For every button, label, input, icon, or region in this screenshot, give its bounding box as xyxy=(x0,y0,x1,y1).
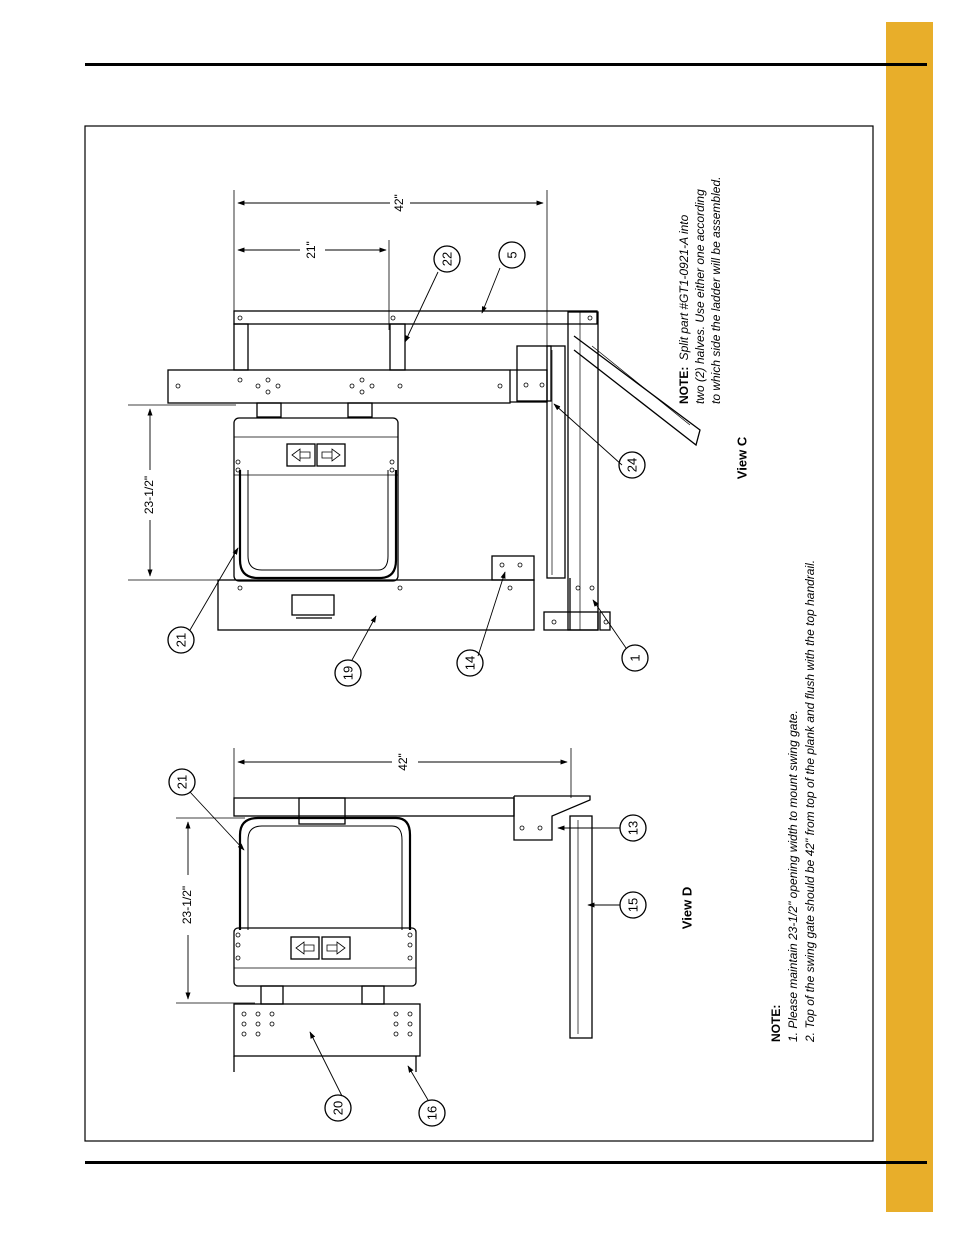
bottom-note xyxy=(769,560,817,1043)
callout-5: 5 xyxy=(504,251,520,259)
view-d-label: View D xyxy=(679,886,695,930)
view-c-label: View C xyxy=(734,436,750,480)
view-d-labels xyxy=(175,753,695,1120)
callout-15: 15 xyxy=(625,897,641,913)
callout-1: 1 xyxy=(627,654,643,662)
callout-14: 14 xyxy=(462,655,478,671)
bottom-note-line-1: 1. Please maintain 23-1/2" opening width to mount swing gate. xyxy=(786,710,800,1042)
callout-16: 16 xyxy=(424,1105,440,1121)
view-c-labels xyxy=(142,177,749,681)
callout-20: 20 xyxy=(330,1100,346,1116)
view-c-note-line-1 xyxy=(677,214,691,404)
bottom-note-heading: NOTE: xyxy=(769,1004,783,1042)
drawing-frame xyxy=(85,126,873,1141)
view-c-note-line-3: to which side the ladder will be assembled. xyxy=(709,176,723,404)
callout-21-d: 21 xyxy=(174,774,190,790)
view-c-dim-overall: 42" xyxy=(392,194,407,212)
callout-19: 19 xyxy=(340,665,356,681)
bottom-note-line-2: 2. Top of the swing gate should be 42" from top of the plank and flush with the top handrail. xyxy=(803,559,817,1042)
callout-22: 22 xyxy=(439,251,455,267)
view-d xyxy=(169,748,646,1126)
callout-13: 13 xyxy=(625,820,641,836)
callout-24: 24 xyxy=(624,457,640,473)
callout-21-c: 21 xyxy=(173,632,189,648)
view-c-note-line-2: two (2) halves. Use either one according xyxy=(693,189,707,404)
view-c-note-line-1-text: Split part #GT1-0921-A into xyxy=(677,214,691,361)
view-c-dim-half: 21" xyxy=(304,241,319,259)
view-c-dim-opening: 23-1/2" xyxy=(142,475,157,515)
view-d-dim-overall: 42" xyxy=(396,753,411,771)
view-c xyxy=(128,190,700,686)
view-d-dim-opening: 23-1/2" xyxy=(180,885,195,925)
view-c-note-heading: NOTE: xyxy=(677,366,691,404)
